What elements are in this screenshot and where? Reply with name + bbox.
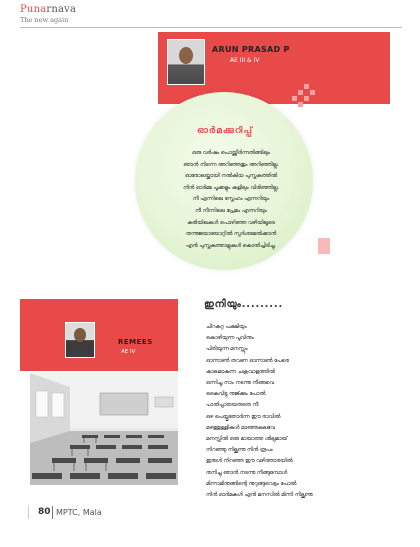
author-face-2 <box>74 328 86 342</box>
article-1-title: ഓർമക്കുറിപ്പ് <box>197 126 253 136</box>
author-meta-2: AE IV <box>121 349 136 355</box>
poem-line: നിൻ ഓർമകൾ എൻ മനസിൽ മിന്നി നില്ക്കുന്നു <box>206 492 313 499</box>
poem-line: ഓരോലയ്ക്കായി നൽകിയ പുസ്തകത്തിൽ <box>184 173 278 180</box>
poem-line: കൈവിട്ടു നുജ്ക്കും പോൽ <box>206 391 266 398</box>
author-box-2 <box>20 299 178 371</box>
masthead-subtitle: The new again <box>20 16 69 24</box>
poem-line: പാതിപ്പാതയതതെ നീ <box>206 402 259 409</box>
poem-line: കാലമാകുന്ന ചക്രവാളത്തിൽ <box>206 368 275 375</box>
page-number: 80 <box>38 507 51 517</box>
pink-decoration-block <box>318 238 330 254</box>
classroom-photo <box>30 373 178 485</box>
poem-line: ഞാൻ നിന്നെ അറിഞ്ഞതും അറിഞ്ഞില്ല. <box>183 161 279 168</box>
poem-line: മനസ്സിൽ ഒരു മായാത്ത ശില്പമായ് <box>206 436 288 443</box>
poem-line: മിന്നാമിനുങ്ങിന്റെ നുറുങ്ങുവെട്ടം പോൽ <box>206 480 297 487</box>
poem-line: മഴത്തുള്ളികൾ മാഞ്ഞകലവേ <box>206 424 275 431</box>
footer-stub-line <box>28 506 29 519</box>
magazine-masthead <box>20 4 76 15</box>
author-photo-2 <box>65 322 95 358</box>
article-2-title: ഇനിയും......... <box>204 299 284 310</box>
footer-divider <box>52 506 53 519</box>
author-meta-1: AE III & IV <box>230 57 260 64</box>
poem-line: ഒരു വർഷം പൊയ്ത്തീർന്നതിങ്ങിലും <box>192 150 270 156</box>
poem-line: ഓന്നാൺ തവണ ഓന്നാൺ പേരെ <box>206 357 289 364</box>
poem-line: തനിച്ചു ഞാൻ നടന്നു നീങ്ങുമ്പോൾ <box>206 469 288 476</box>
poem-line: നിറഞ്ഞു നില്ക്കുന്നു നിൻ രൂപം <box>206 447 273 454</box>
header-divider <box>20 27 402 28</box>
poem-line: ചിറകറ്റ പക്ഷിയും <box>206 324 247 330</box>
poem-line: എൻ പുസ്തകത്താളുകൾ കൊതിച്ചിടിച്ചു. <box>185 242 277 249</box>
masthead-part2: rnava <box>46 4 77 15</box>
author-name-2: REMEES <box>118 338 153 346</box>
poem-line: കരിയിലകൾ പൊഴിഞ്ഞ വഴിയിലൂടെ <box>187 219 275 226</box>
author-name-1: ARUN PRASAD P <box>212 45 290 54</box>
poem-line: ഒഴ പെയ്തുതോർന്ന ഈ രാവിൽ <box>206 413 281 420</box>
poem-line: ഒന്നിച്ചു നാം നടന്നു നീങ്ങവെ <box>206 380 274 387</box>
poem-line: തന്നുജയായോറ്റിൽ സ്പർശമേൽക്കാൻ <box>185 231 277 238</box>
footer-magazine-name: MPTC, Mala <box>56 508 102 517</box>
poem-line: ഇരുൾ നിറഞ്ഞ ഈ വഴിത്താരയിൽ <box>206 458 293 465</box>
article-2-body <box>206 322 406 501</box>
article-1-body <box>162 148 300 252</box>
poem-line: പിരിയുന്ന മനസ്സും <box>206 346 248 353</box>
author-face-1 <box>179 47 193 64</box>
poem-line: നീ നീന്നിലെ പ്രേമം എന്നറിയും <box>195 207 267 214</box>
masthead-part1: Puna <box>20 4 47 15</box>
pink-decoration-dots <box>292 84 322 114</box>
poem-line: നിൻ ഓർമ്മ പൂക്കളും കളിലും വിരിഞ്ഞില്ല. <box>183 184 279 191</box>
author-photo-1 <box>167 39 205 85</box>
poem-line: നീ എന്നിലെ സ്നേഹം എന്നറിയും <box>192 196 270 203</box>
poem-line: കൊഴിയുന്ന പൂവിനും <box>206 335 254 342</box>
